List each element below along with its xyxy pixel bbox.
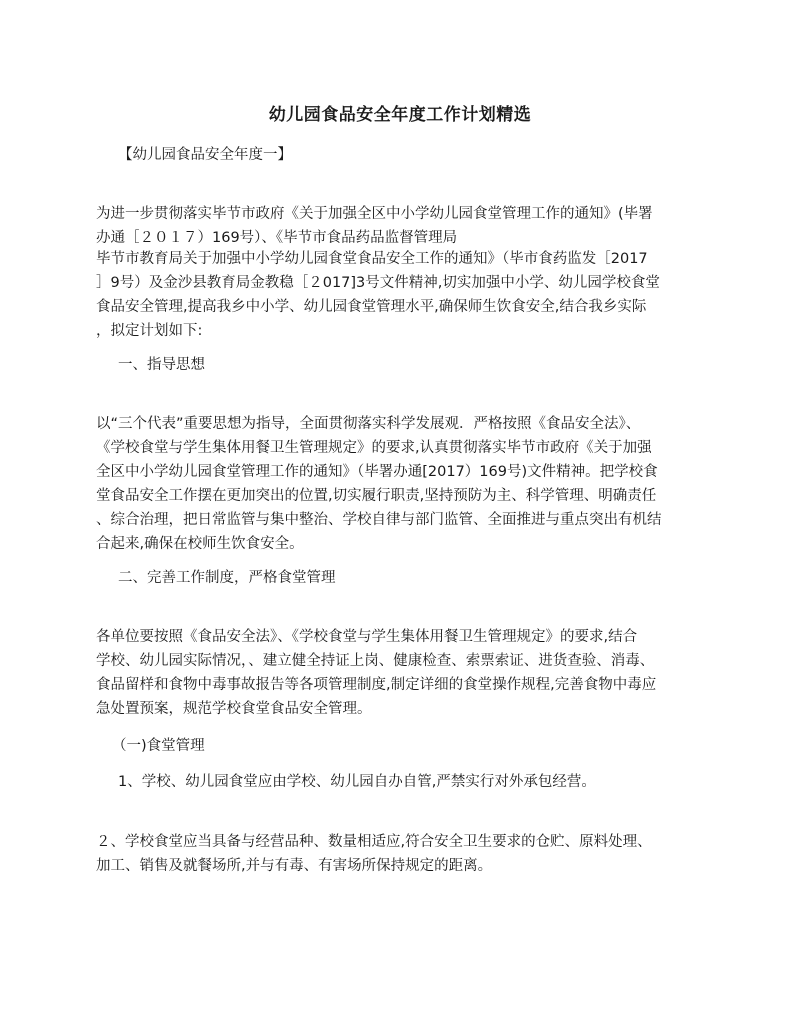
paragraph3-line: 食品留样和食物中毒事故报告等各项管理制度,制定详细的食堂操作规程,完善食物中毒应: [96, 677, 657, 693]
list-item: ２、学校食堂应当具备与经营品种、数量相适应,符合安全卫生要求的仓贮、原料处理、: [96, 834, 652, 850]
paragraph2-line: 、综合治理，把日常监管与集中整治、学校自律与部门监管、全面推进与重点突出有机结: [96, 512, 662, 528]
list-item: 加工、销售及就餐场所,并与有毒、有害场所保持规定的距离。: [96, 858, 493, 874]
paragraph1-line: 食品安全管理,提高我乡中小学、幼儿园食堂管理水平,确保师生饮食安全,结合我乡实际: [96, 299, 647, 315]
paragraph2-line: 全区中小学幼儿园食堂管理工作的通知》（毕署办通[2017）169号)文件精神。把学校食: [96, 464, 658, 480]
document-title: 幼儿园食品安全年度工作计划精选: [268, 105, 532, 125]
paragraph1-line: 毕节市教育局关于加强中小学幼儿园食堂食品安全工作的通知》（毕市食药监发［2017: [96, 251, 648, 267]
heading-work-system: 二、完善工作制度，严格食堂管理: [118, 570, 336, 586]
paragraph1-line: ］9号）及金沙县教育局金教稳［２017]3号文件精神,切实加强中小学、幼儿园学校食堂: [96, 275, 660, 291]
paragraph2-line: 合起来,确保在校师生饮食安全。: [96, 536, 304, 552]
paragraph2-line: 堂食品安全工作摆在更加突出的位置,切实履行职责,坚持预防为主、科学管理、明确责任: [96, 488, 657, 504]
paragraph2-line: 以“三个代表”重要思想为指导，全面贯彻落实科学发展观．严格按照《食品安全法》、: [96, 416, 641, 432]
paragraph3-line: 学校、幼儿园实际情况，、建立健全持证上岗、健康检查、索票索证、进货查验、消毒、: [96, 653, 655, 669]
paragraph1-line: 为进一步贯彻落实毕节市政府《关于加强全区中小学幼儿园食堂管理工作的通知》(毕署: [96, 206, 653, 222]
section-heading: 【幼儿园食品安全年度一】: [118, 147, 292, 163]
paragraph1-line: 办通［２０１７）169号）、《毕节市食品药品监督管理局: [96, 230, 458, 246]
paragraph2-line: 《学校食堂与学生集体用餐卫生管理规定》的要求,认真贯彻落实毕节市政府《关于加强: [96, 440, 652, 456]
heading-guiding-ideology: 一、指导思想: [118, 357, 205, 373]
paragraph3-line: 急处置预案，规范学校食堂食品安全管理。: [96, 701, 372, 717]
paragraph1-line: ，拟定计划如下:: [96, 323, 203, 339]
list-item: 1、学校、幼儿园食堂应由学校、幼儿园自办自管,严禁实行对外承包经营。: [118, 774, 596, 790]
paragraph3-line: 各单位要按照《食品安全法》、《学校食堂与学生集体用餐卫生管理规定》的要求,结合: [96, 629, 638, 645]
subheading-canteen-management: （一)食堂管理: [112, 738, 205, 754]
